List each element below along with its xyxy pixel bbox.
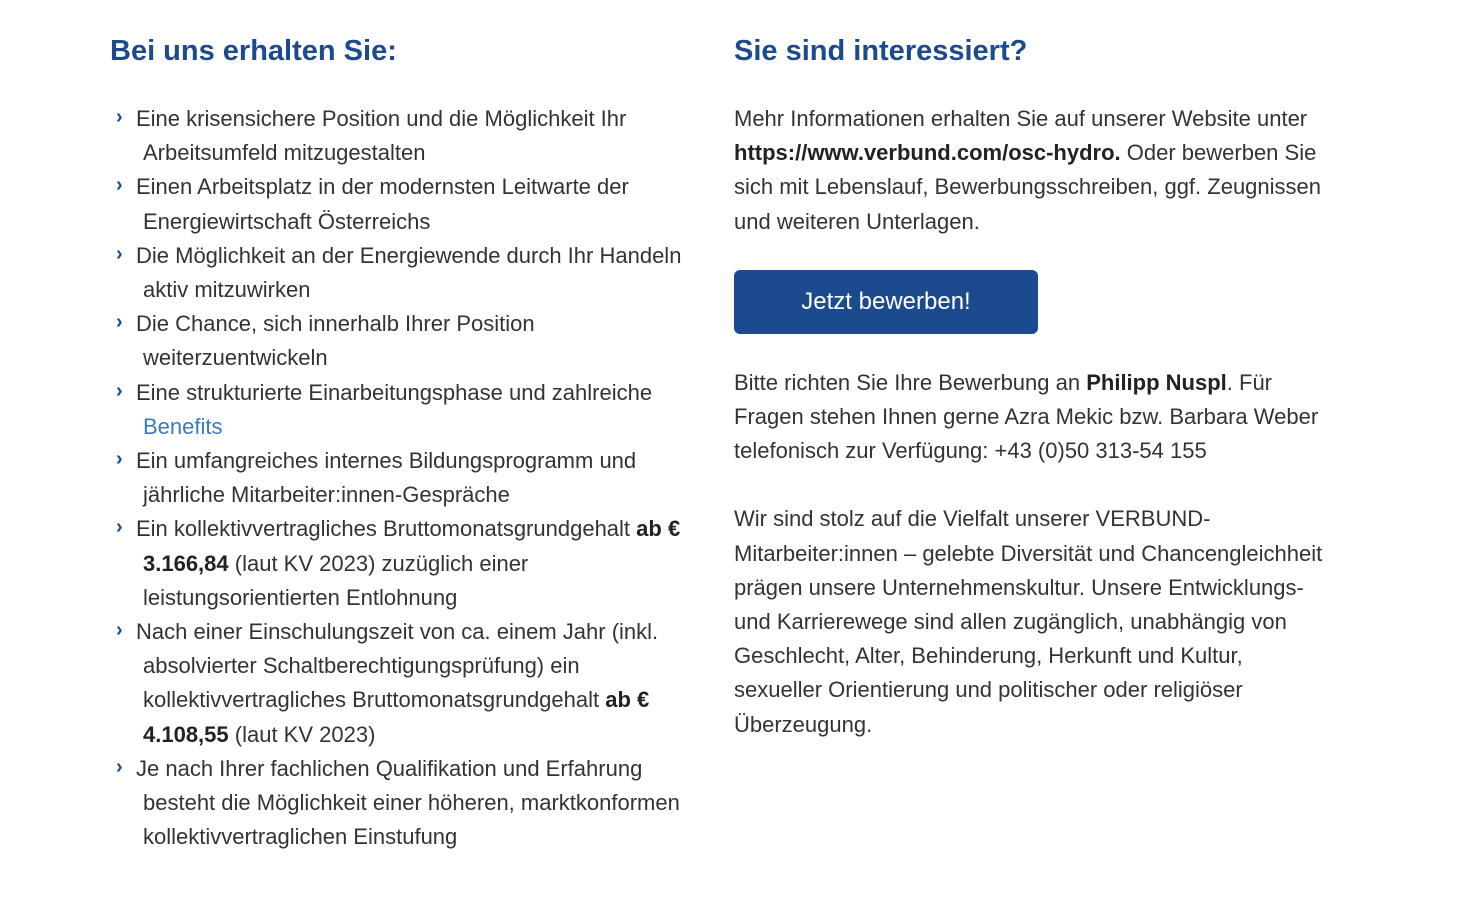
benefit-text: Ein kollektivvertragliches Bruttomonatsgrundgehalt [136,516,637,542]
benefit-item-training [110,444,710,512]
chevron-right-icon: › [116,106,123,128]
benefit-item-crisis-proof [110,102,710,170]
benefit-text: Eine krisensichere Position und die Möglichkeit Ihr Arbeitsumfeld mitzugestalten [136,106,627,166]
benefit-item-development [110,307,710,375]
benefit-item-salary [110,512,710,615]
contact-info [734,366,1324,469]
benefit-item-onboarding [110,376,710,444]
application-intro [734,102,1324,239]
contact-text: . Für Fragen stehen Ihnen gerne Azra Mekic bzw. Barbara Weber telefonisch zur Verfügung: +43 (0)50 313-54 155 [734,369,1319,464]
intro-text: Oder bewerben Sie sich mit Lebenslauf, Bewerbungsschreiben, ggf. Zeugnissen und weiteren Unterlagen. [734,140,1322,234]
application-section [734,30,1324,742]
chevron-right-icon: › [116,755,123,778]
chevron-right-icon: › [116,311,123,334]
benefit-item-workplace [110,170,710,238]
contact-name: Philipp Nuspl [1086,369,1227,395]
benefits-section [110,30,710,854]
benefit-text: Einen Arbeitsplatz in der modernsten Leitwarte der Energiewirtschaft Österreichs [136,174,629,234]
benefits-list [110,102,710,854]
contact-text: Bitte richten Sie Ihre Bewerbung an [734,369,1087,395]
benefit-text: Ein umfangreiches internes Bildungsprogramm und jährliche Mitarbeiter:innen-Gespräche [136,448,637,508]
salary-amount: ab € 3.166,84 [143,516,681,576]
application-heading: Sie sind interessiert? [734,35,1028,67]
benefit-item-salary-after-training [110,615,710,752]
chevron-right-icon: › [116,174,123,197]
benefit-item-qualification [110,752,710,855]
chevron-right-icon: › [116,619,123,642]
salary-amount: ab € 4.108,55 [143,687,650,747]
benefit-text: (laut KV 2023) [228,721,376,747]
chevron-right-icon: › [116,516,123,539]
benefit-item-energy-transition [110,239,710,307]
website-url: https://www.verbund.com/osc-hydro. [734,140,1121,166]
chevron-right-icon: › [116,379,123,402]
benefit-text: Je nach Ihrer fachlichen Qualifikation und Erfahrung besteht die Möglichkeit einer höheren, marktkonformen kollektivvertraglichen Einstufung [136,755,680,850]
apply-now-button[interactable]: Jetzt bewerben! [734,270,1038,334]
benefit-text: Nach einer Einschulungszeit von ca. einem Jahr (inkl. absolvierter Schaltberechtigungsprüfung) ein kollektivvertragliches Bruttomonatsgrundgehalt [136,619,659,713]
benefits-link[interactable]: Benefits [143,413,223,439]
benefits-heading: Bei uns erhalten Sie: [110,35,397,67]
intro-text: Mehr Informationen erhalten Sie auf unserer Website unter [734,106,1308,131]
benefit-text: (laut KV 2023) zuzüglich einer leistungsorientierten Entlohnung [143,550,529,610]
chevron-right-icon: › [116,242,123,265]
chevron-right-icon: › [116,448,123,471]
benefit-text: Eine strukturierte Einarbeitungsphase und zahlreiche [136,379,653,405]
diversity-statement: Wir sind stolz auf die Vielfalt unserer VERBUND-Mitarbeiter:innen – gelebte Diversität und Chancengleichheit prägen unsere Unternehmenskultur. Unsere Entwicklungs- und Karrierewege sind allen zugänglich, unabhängig von Geschlecht, Alter, Behinderung, Herkunft und Kultur, sexueller Orientierung und politischer oder religiöser Überzeugung. [734,506,1323,737]
benefit-text: Die Möglichkeit an der Energiewende durch Ihr Handeln aktiv mitzuwirken [136,242,682,303]
benefit-text: Die Chance, sich innerhalb Ihrer Position weiterzuentwickeln [136,311,535,371]
